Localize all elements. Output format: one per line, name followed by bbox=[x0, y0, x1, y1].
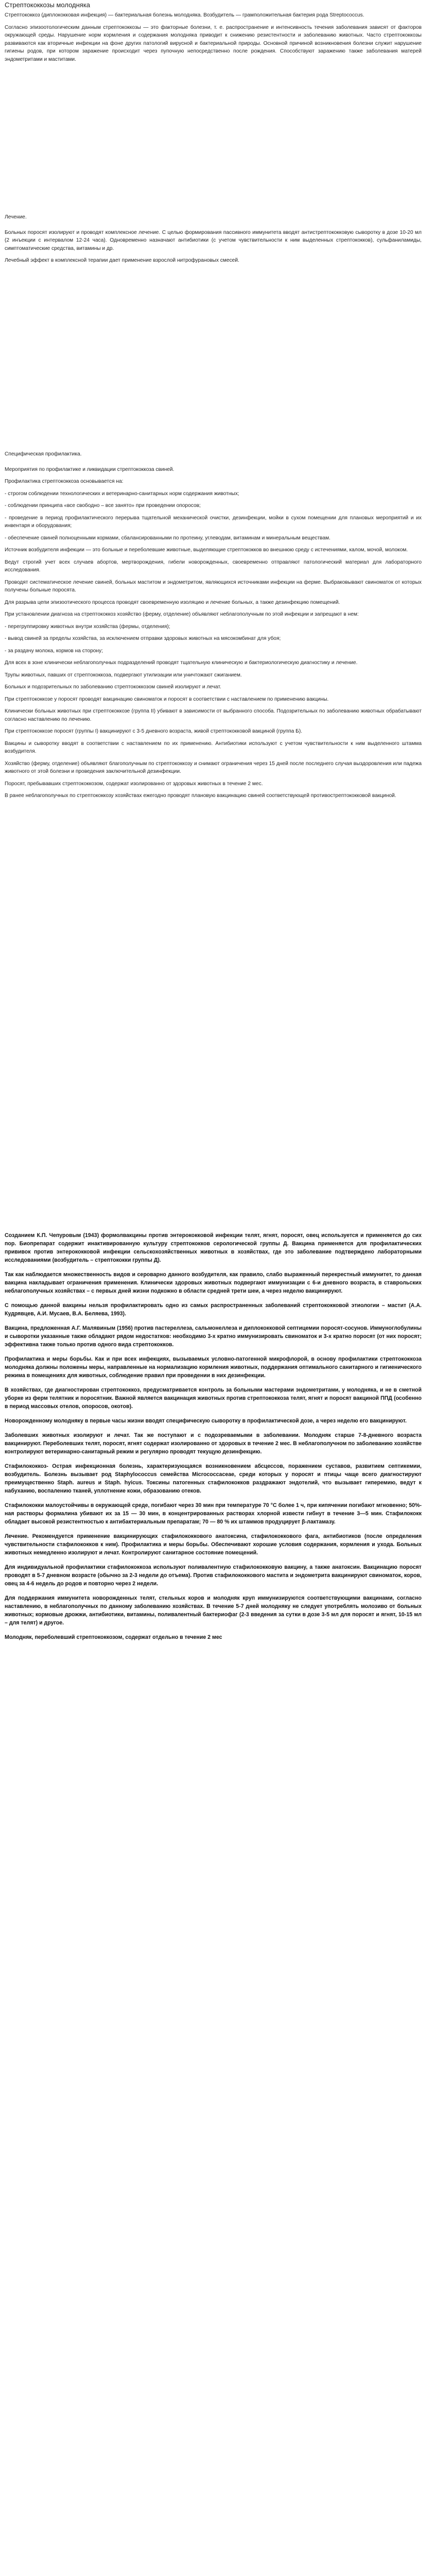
prophylaxis-paragraph: Вакцины и сыворотку вводят в соответствии с наставлением по их применению. Антибиотики используют с учетом чувствительности к ним выделенного штамма возбудителя. bbox=[5, 740, 422, 754]
bold-paragraph: Профилактика и меры борьбы. Как и при всех инфекциях, вызываемых условно-патогенной микрофлорой, в основу профилактики стрептококкоза молодняка должны положены меры, направленные на нормализацию кормления животных, поддержания оптимального санитарного и гигиенического режима в помещениях для животных, соблюдение правил при проведении в них дезинфекции. bbox=[5, 1356, 422, 1379]
bold-paragraph: Новорожденному молодняку в первые часы жизни вводят специфическую сыворотку в профилактической дозе, а через неделю его вакцинируют. bbox=[5, 1418, 407, 1424]
prophylaxis-paragraph: - проведение в период профилактического перерыва тщательной механической очистки, дезинфекции, мойки в сухом помещении для плановых мероприятий и их инвентаря и оборудования; bbox=[5, 515, 422, 529]
prophylaxis-paragraph: При установлении диагноза на стрептококкоз хозяйство (ферму, отделение) объявляют неблагополучным по этой инфекции и запрещают в нем: bbox=[5, 612, 359, 617]
bold-paragraph: Для индивидуальной профилактики стафилококкоза используют поливалентную стафилококковую вакцину, а также анатоксин. Вакцинацию поросят проводят в 5-7 дневном возрасте (обычно за 2-3 недели до отъема). Против стафилококкового мастита и эндометрита вакцинируют свиноматок, коров, овец за 4-6 недель до родов и повторно через 2 недели. bbox=[5, 1564, 422, 1587]
prophylaxis-paragraph: Трупы животных, павших от стрептококкоза, подвергают утилизации или уничтожают сжиганием. bbox=[5, 672, 242, 678]
prophylaxis-paragraph: - вывод свиней за пределы хозяйства, за исключением отправки здоровых животных на мясокомбинат для убоя; bbox=[5, 636, 281, 641]
intro-section bbox=[5, 11, 422, 67]
prophylaxis-paragraph: Клинически больных животных при стрептококкозе (группа II) убивают в зависимости от выбранного способа. Подозрительных по заболеванию животных обрабатывают согласно наставлению по лечению. bbox=[5, 708, 422, 722]
prophylaxis-paragraph: - строгом соблюдении технологических и ветеринарно-санитарных норм содержания животных; bbox=[5, 490, 239, 497]
prophylaxis-paragraph: Хозяйство (ферму, отделение) объявляют благополучным по стрептококкозу и снимают ограничения через 15 дней после последнего случая выздоровления или падежа животного от этой болезни и проведения заключительной дезинфекции. bbox=[5, 760, 422, 774]
bold-paragraph: Стафилококкоз- Острая инфекционная болезнь, характеризующаяся возникновением абсцессов, поражением суставов, развитием септикемии, возбудитель. Болезнь вызывает род Staphylococcus семейства Micrococcaceae, среди которых у поросят и птицы чаще всего диагностируют преимущественно Staph. aureus и Staph. hyicus. Токсины патогенных стафилококков раздражают эндотелий, что вызывает гиперемию, ведут к набуханию, воспалению тканей, уплотнение кожи, образованию отеков. bbox=[5, 1463, 422, 1494]
prophylaxis-paragraph: Для разрыва цепи эпизоотического процесса проводят своевременную изоляцию и лечение больных, а также дезинфекцию помещений. bbox=[5, 599, 340, 605]
bold-paragraph: С помощью данной вакцины нельзя профилактировать одно из самых распространенных заболеваний стрептококковой этиологии – мастит (А.А. Кудрявцев, А.И. Мусаев, В.А. Беляева, 1993). bbox=[5, 1302, 422, 1317]
bold-paragraph: Молодняк, переболевший стрептококкозом, содержат отдельно в течение 2 мес bbox=[5, 1634, 222, 1640]
bold-paragraph: Вакцина, предложенная А.Г. Малявиным (1956) против пастереллеза, сальмонеллеза и диплококковой септицемии поросят-сосунов. Иммуноглобулины и сыворотки указанные также обладают рядом недостатков: необходимо 3-х кратно иммунизировать свиноматок и 3-х кратно поросят (от них поросят; эффективна также только против одного вида стрептококков. bbox=[5, 1325, 422, 1348]
bold-paragraph: Заболевших животных изолируют и лечат. Так же поступают и с подозреваемыми в заболевании. Молодняк старше 7-8-дневного возраста вакцинируют. Переболевших телят, поросят, ягнят содержат изолированно от здоровых в течение 2 мес. В неблагополучном по заболеванию хозяйстве контролируют ветеринарно-санитарный режим и регулярно проводят текущую дезинфекцию. bbox=[5, 1432, 422, 1455]
treatment-heading: Лечение. bbox=[5, 214, 27, 220]
bold-paragraph: Стафилококки малоустойчивы в окружающей среде, погибают через 30 мин при температуре 70 °C более 1 ч, при кипячении погибают мгновенно; 50%-ная растворы формалина убивают их за 15 — 30 мин, в концентрированных растворах хлорной извести гибнут в течение 3—5 мин. Стафилококк обладает высокой резистентностью к антибактериальным препаратам; 70 — 80 % их штаммов продуцирует β-лактамазу. bbox=[5, 1502, 422, 1525]
bold-paragraph: Лечение. Рекомендуется применение вакцинирующих стафилококкового анатоксина, стафилококкового фага, антибиотиков (после определения чувствительности стафилококков к ним). Профилактика и меры борьбы. Обеспечивают хорошие условия содержания, кормления и ухода. Больных животных немедленно изолируют и лечат. Контролируют санитарное состояние помещений. bbox=[5, 1533, 422, 1556]
prophylaxis-paragraph: В ранее неблагополучных по стрептококкозу хозяйствах ежегодно проводят плановую вакцинацию свиней соответствующей противострептококковой вакциной. bbox=[5, 793, 396, 799]
prophylaxis-paragraph: - перегруппировку животных внутри хозяйства (фермы, отделения); bbox=[5, 623, 170, 630]
intro-paragraph: Согласно эпизоотологическим данным стрептококкозы — это факторные болезни, т. е. распространение и интенсивность течения заболевания зависят от факторов окружающей среды. Нарушение норм кормления и содержания молодняка приводит к снижению резистентности и заболеванию животных. Часто стрептококкозы развиваются как вторичные инфекции на фоне других патологий вирусной и бактериальной природы. Основной причиной возникновения болезни служит нарушение гигиены родов, при котором заражение происходит через пупочную непосредственно после рождения. Способствуют заражению также заболевания матерей эндометритами и маститами. bbox=[5, 24, 422, 62]
prophylaxis-paragraph: Для всех в зоне клинически неблагополучных подразделений проводят тщательную клиническую и бактериологическую диагностику и лечение. bbox=[5, 660, 358, 666]
prophylaxis-paragraph: - соблюдении принципа «все свободно – все занято» при проведении опоросов; bbox=[5, 503, 201, 509]
prophylaxis-paragraph: Ведут строгий учет всех случаев абортов, мертворождения, гибели новорожденных, своевременно отправляют патологический материал для лабораторного исследования. bbox=[5, 559, 422, 573]
prophylaxis-paragraph: Поросят, пребывавших стрептококкозом, содержат изолированно от здоровых животных в течение 2 мес. bbox=[5, 781, 263, 787]
prophylaxis-paragraph: Источник возбудителя инфекции — это больные и переболевшие животные, выделяющие стрептококков во внешнюю среду с истечениями, калом, мочой, молоком. bbox=[5, 547, 408, 553]
prophylaxis-paragraph: - за раздачу молока, кормов на сторону; bbox=[5, 648, 103, 654]
intro-paragraph: Стрептококкоз (диплококковая инфекция) — бактериальная болезнь молодняка. Возбудитель — грамположительная бактерия рода Streptococcus. bbox=[5, 12, 364, 18]
prophylaxis-paragraph: При стрептококкозе поросят (группы I) вакцинируют с 3-5 дневного возраста, живой стрептококковой вакциной (группа Б). bbox=[5, 728, 303, 734]
prophylaxis-section bbox=[5, 443, 422, 804]
treatment-section bbox=[5, 206, 422, 269]
prophylaxis-paragraph: Больных и подозрительных по заболеванию стрептококкозом свиней изолируют и лечат. bbox=[5, 684, 221, 690]
bold-paragraph: Для поддержания иммунитета новорожденных телят, стельных коров и молодняк круп иммунизируются соответствующими вакцинами, согласно наставлению, в неблагополучных по данному заболеванию хозяйствах. В течение 5-7 дней молодняку не следует употреблять молозиво от больных животных; кормовые дрожжи, антибиотики, витамины, поливалентный бактериофаг (2-3 введения за сутки в дозе 3-5 мл для поросят и ягнят, 10-15 мл – для телят) и другое. bbox=[5, 1595, 422, 1626]
prophylaxis-paragraph: Проводят систематическое лечение свиней, больных маститом и эндометритом, являющихся источниками инфекции на ферме. Выбраковывают свиноматок от которых получены больные поросята. bbox=[5, 579, 422, 593]
prophylaxis-paragraph: Мероприятия по профилактике и ликвидации стрептококкоза свиней. bbox=[5, 466, 175, 472]
prophylaxis-heading: Специфическая профилактика. bbox=[5, 451, 82, 457]
page-title: Стрептококкозы молодняка bbox=[5, 1, 91, 9]
treatment-paragraph: Лечебный эффект в комплексной терапии дает применение взрослой нитрофурановых смесей. bbox=[5, 258, 239, 263]
prophylaxis-paragraph: - обеспечение свиней полноценными кормами, сбалансированными по протеину, углеводам, витаминам и минеральным веществам. bbox=[5, 535, 330, 541]
bold-paragraph: Созданием К.П. Чепуровым (1943) формолвакцины против энтерококковой инфекции телят, ягнят, поросят, овец используется и применяется до сих пор. Биопрепарат содержит инактивированную культуру стрептококков серологической группы Д. Вакцина применяется для профилактических прививок против энтерококковой инфекции сельскохозяйственных животных в хозяйствах, где это заболевание подтверждено лабораторными исследованиями (возбудитель – стрептококки группы Д). bbox=[5, 1232, 422, 1263]
treatment-paragraph: Больных поросят изолируют и проводят комплексное лечение. С целью формирования пассивного иммунитета вводят антистрептококковую сыворотку в дозе 10-20 мл (2 инъекции с интервалом 12-24 часа). Одновременно назначают антибиотики (с учетом чувствительности к ним выделенных стрептококков), сульфаниламиды, симптоматические средства, витамины и др. bbox=[5, 229, 422, 251]
bold-paragraph: Так как наблюдается множественность видов и сероварно данного возбудителя, как правило, слабо выраженный перекрестный иммунитет, то данная вакцина накладывает ограничения применения. Клинически здоровых животных подвергают иммунизации с 6-и дневного возраста, в ставрольских неблагополучных хозяйствах – с первых дней жизни подкожно в области средней трети шеи, а через неделю вакцинируют. bbox=[5, 1272, 422, 1294]
bold-paragraph: В хозяйствах, где диагностирован стрептококкоз, предусматривается контроль за больными мастерами эндометритами, у молодняка, и не в сметной уборке из ферм телятник и поросятник. Важной является вакцинация животных против стрептококкоза телят, ягнят и поросят вакциной ППД (особенно в период массовых отелов, опоросов, окотов). bbox=[5, 1387, 422, 1410]
prophylaxis-paragraph: Профилактика стрептококкоза основывается на: bbox=[5, 479, 124, 484]
prophylaxis-paragraph: При стрептококкозе у поросят проводят вакцинацию свиноматок и поросят в соответствии с наставлением по применению вакцины. bbox=[5, 696, 329, 702]
bold-section bbox=[5, 1231, 422, 1648]
